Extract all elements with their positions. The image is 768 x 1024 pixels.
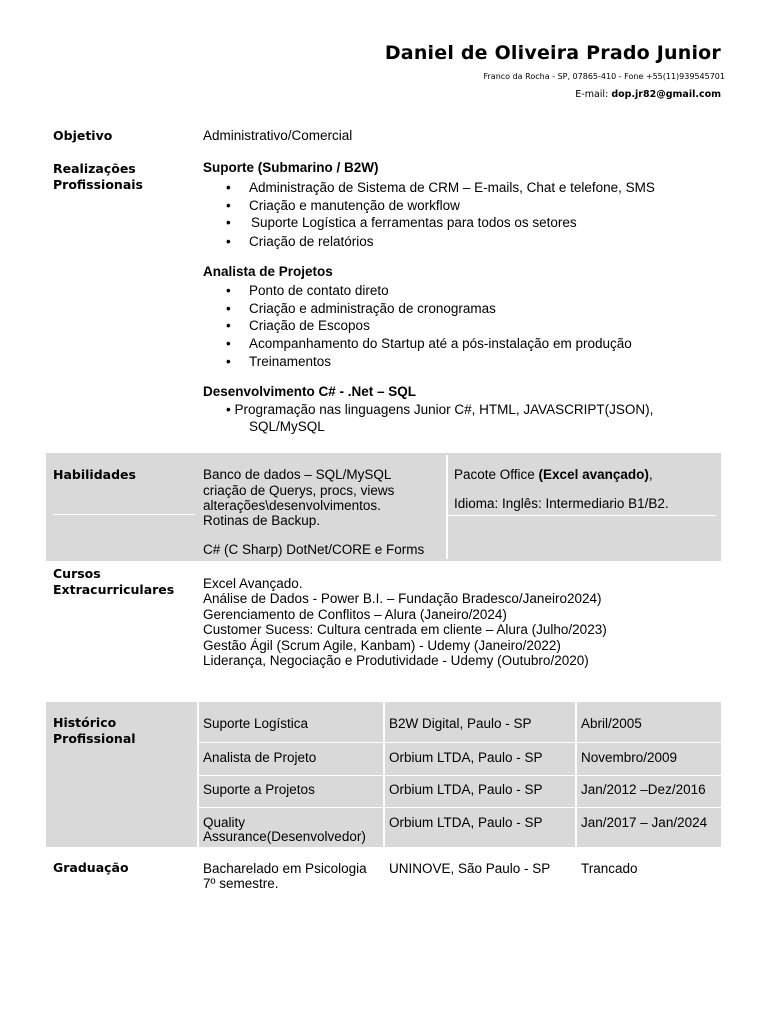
bullet: • [226, 318, 231, 333]
skill-line: criação de Querys, procs, views [203, 483, 395, 498]
graduacao-institution: UNINOVE, São Paulo - SP [389, 861, 551, 876]
job-role: Suporte Logística [203, 716, 309, 731]
job-role: Suporte a Projetos [203, 782, 315, 797]
objetivo-value: Administrativo/Comercial [203, 128, 353, 143]
bullet: • [226, 336, 231, 351]
list-item: • Programação nas linguagens Junior C#, HTML, JAVASCRIPT(JSON), [226, 402, 654, 417]
bullet: • [226, 180, 231, 195]
bullet: • [226, 198, 231, 213]
office-skill-highlight: (Excel avançado) [538, 467, 649, 482]
divider [197, 807, 721, 808]
realizacoes-label-line1: Realizações [53, 161, 136, 176]
email-label: E-mail: [575, 89, 609, 100]
graduacao-label: Graduação [53, 860, 129, 875]
list-item: Administração de Sistema de CRM – E-mails, Chat e telefone, SMS [249, 180, 655, 195]
list-item: Criação de relatórios [249, 234, 374, 249]
bullet: • [226, 283, 231, 298]
candidate-name: Daniel de Oliveira Prado Junior [384, 42, 721, 64]
skill-line: C# (C Sharp) DotNet/CORE e Forms [203, 542, 425, 557]
objetivo-label: Objetivo [53, 128, 113, 143]
historico-label [53, 715, 136, 747]
office-skill-prefix: Pacote Office [454, 467, 539, 482]
course-item: Gerenciamento de Conflitos – Alura (Janeiro/2024) [203, 607, 507, 622]
job-role: Quality [203, 815, 246, 830]
list-item: Criação e administração de cronogramas [249, 301, 496, 316]
email-line [575, 89, 721, 100]
job-period: Jan/2017 – Jan/2024 [581, 815, 708, 830]
idioma-skill: Idioma: Inglês: Intermediario B1/B2. [454, 496, 669, 511]
divider [197, 775, 721, 776]
list-item: Criação de Escopos [249, 318, 370, 333]
column-divider [575, 702, 577, 847]
contact-info: Franco da Rocha - SP, 07865-410 - Fone +55(11)939545701 [483, 72, 725, 81]
course-item: Excel Avançado. [203, 576, 303, 591]
list-item: Acompanhamento do Startup até a pós-instalação em produção [249, 336, 632, 351]
course-item: Gestão Ágil (Scrum Agile, Kanbam) - Udemy (Janeiro/2022) [203, 638, 561, 653]
cursos-label [53, 566, 174, 598]
column-divider [197, 702, 199, 847]
section-title-suporte: Suporte (Submarino / B2W) [203, 160, 379, 175]
job-period: Abril/2005 [581, 716, 642, 731]
cursos-label-line2: Extracurriculares [53, 582, 175, 597]
job-role: Analista de Projeto [203, 750, 317, 765]
cursos-label-line1: Cursos [53, 566, 101, 581]
graduacao-status: Trancado [581, 861, 638, 876]
divider [53, 514, 195, 515]
graduacao-course: Bacharelado em Psicologia [203, 861, 367, 876]
column-divider [446, 455, 448, 559]
list-item: Criação e manutenção de workflow [249, 198, 460, 213]
list-item: Treinamentos [249, 354, 332, 369]
historico-label-line1: Histórico [53, 715, 117, 730]
course-item: Customer Sucess: Cultura centrada em cliente – Alura (Julho/2023) [203, 622, 607, 637]
bullet: • [226, 354, 231, 369]
office-skill-suffix: , [648, 467, 653, 482]
realizacoes-label [53, 161, 143, 193]
course-item: Liderança, Negociação e Produtividade - Udemy (Outubro/2020) [203, 653, 589, 668]
job-company: Orbium LTDA, Paulo - SP [389, 782, 543, 797]
job-period: Novembro/2009 [581, 750, 678, 765]
habilidades-label: Habilidades [53, 467, 136, 482]
column-divider [383, 702, 385, 847]
skill-line: Rotinas de Backup. [203, 513, 321, 528]
course-item: Análise de Dados - Power B.I. – Fundação Bradesco/Janeiro2024) [203, 591, 602, 606]
divider [197, 742, 721, 743]
skill-line: alterações\desenvolvimentos. [203, 498, 381, 513]
realizacoes-label-line2: Profissionais [53, 177, 143, 192]
list-item-continuation: SQL/MySQL [249, 419, 325, 434]
job-role-continuation: Assurance(Desenvolvedor) [203, 829, 366, 844]
job-company: B2W Digital, Paulo - SP [389, 716, 532, 731]
graduacao-semester: 7º semestre. [203, 876, 279, 891]
job-company: Orbium LTDA, Paulo - SP [389, 750, 543, 765]
section-title-analista: Analista de Projetos [203, 264, 333, 279]
list-item: Ponto de contato direto [249, 283, 389, 298]
skill-line: Banco de dados – SQL/MySQL [203, 467, 392, 482]
historico-label-line2: Profissional [53, 731, 136, 746]
bullet: • [226, 234, 231, 249]
email-address[interactable]: dop.jr82@gmail.com [611, 89, 721, 100]
bullet: • [226, 215, 231, 230]
office-skill [454, 467, 653, 483]
bullet: • [226, 301, 231, 316]
job-period: Jan/2012 –Dez/2016 [581, 782, 706, 797]
divider [446, 515, 716, 516]
list-item: Suporte Logística a ferramentas para todos os setores [251, 215, 577, 230]
job-company: Orbium LTDA, Paulo - SP [389, 815, 543, 830]
section-title-desenvolvimento: Desenvolvimento C# - .Net – SQL [203, 384, 417, 399]
